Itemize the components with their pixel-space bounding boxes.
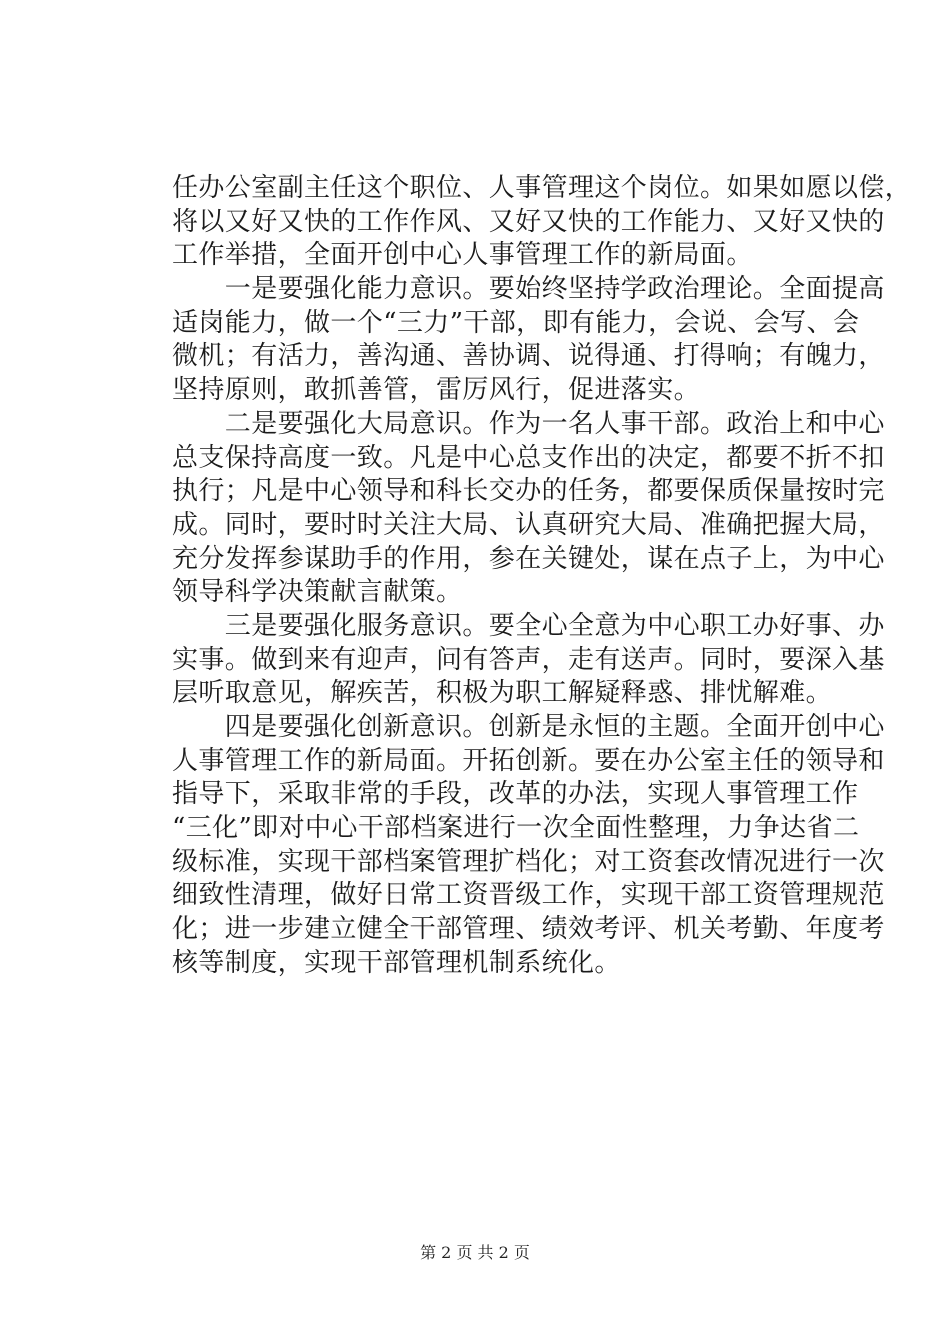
text-line: 适岗能力，做一个“三力”干部，即有能力，会说、会写、会 xyxy=(172,307,860,338)
text-line: 层听取意见，解疾苦，积极为职工解疑释惑、排忧解难。 xyxy=(172,678,833,709)
text-line: 化；进一步建立健全干部管理、绩效考评、机关考勤、年度考 xyxy=(172,914,885,945)
text-line: 细致性清理，做好日常工资晋级工作，实现干部工资管理规范 xyxy=(172,880,885,911)
text-line: 将以又好又快的工作作风、又好又快的工作能力、又好又快的 xyxy=(172,206,885,237)
text-line: 一是要强化能力意识。要始终坚持学政治理论。全面提高 xyxy=(172,274,885,305)
text-line: 三是要强化服务意识。要全心全意为中心职工办好事、办 xyxy=(172,610,885,641)
text-line: “三化”即对中心干部档案进行一次全面性整理，力争达省二 xyxy=(172,813,860,844)
text-line: 执行；凡是中心领导和科长交办的任务，都要保质保量按时完 xyxy=(172,476,885,507)
text-line: 总支保持高度一致。凡是中心总支作出的决定，都要不折不扣 xyxy=(172,442,885,473)
text-line: 级标准，实现干部档案管理扩档化；对工资套改情况进行一次 xyxy=(172,846,885,877)
body-text xyxy=(172,172,912,981)
text-line: 指导下，采取非常的手段，改革的办法，实现人事管理工作 xyxy=(172,779,859,810)
text-line: 核等制度，实现干部管理机制系统化。 xyxy=(172,947,621,978)
text-line: 任办公室副主任这个职位、人事管理这个岗位。如果如愿以偿， xyxy=(172,173,912,203)
text-line: 成。同时，要时时关注大局、认真研究大局、准确把握大局， xyxy=(172,509,885,540)
text-line: 充分发挥参谋助手的作用，参在关键处，谋在点子上，为中心 xyxy=(172,543,885,574)
text-line: 二是要强化大局意识。作为一名人事干部。政治上和中心 xyxy=(172,408,885,439)
text-line: 四是要强化创新意识。创新是永恒的主题。全面开创中心 xyxy=(172,712,885,742)
text-line: 坚持原则，敢抓善管，雷厉风行，促进落实。 xyxy=(172,375,701,406)
text-line: 人事管理工作的新局面。开拓创新。要在办公室主任的领导和 xyxy=(172,745,885,776)
text-line: 工作举措，全面开创中心人事管理工作的新局面。 xyxy=(172,240,753,271)
page-number-footer: 第 2 页 共 2 页 xyxy=(420,1243,530,1262)
text-line: 实事。做到来有迎声，问有答声，走有送声。同时，要深入基 xyxy=(172,644,885,675)
text-line: 领导科学决策献言献策。 xyxy=(172,577,463,608)
text-line: 微机；有活力，善沟通、善协调、说得通、打得响；有魄力， xyxy=(172,341,885,372)
